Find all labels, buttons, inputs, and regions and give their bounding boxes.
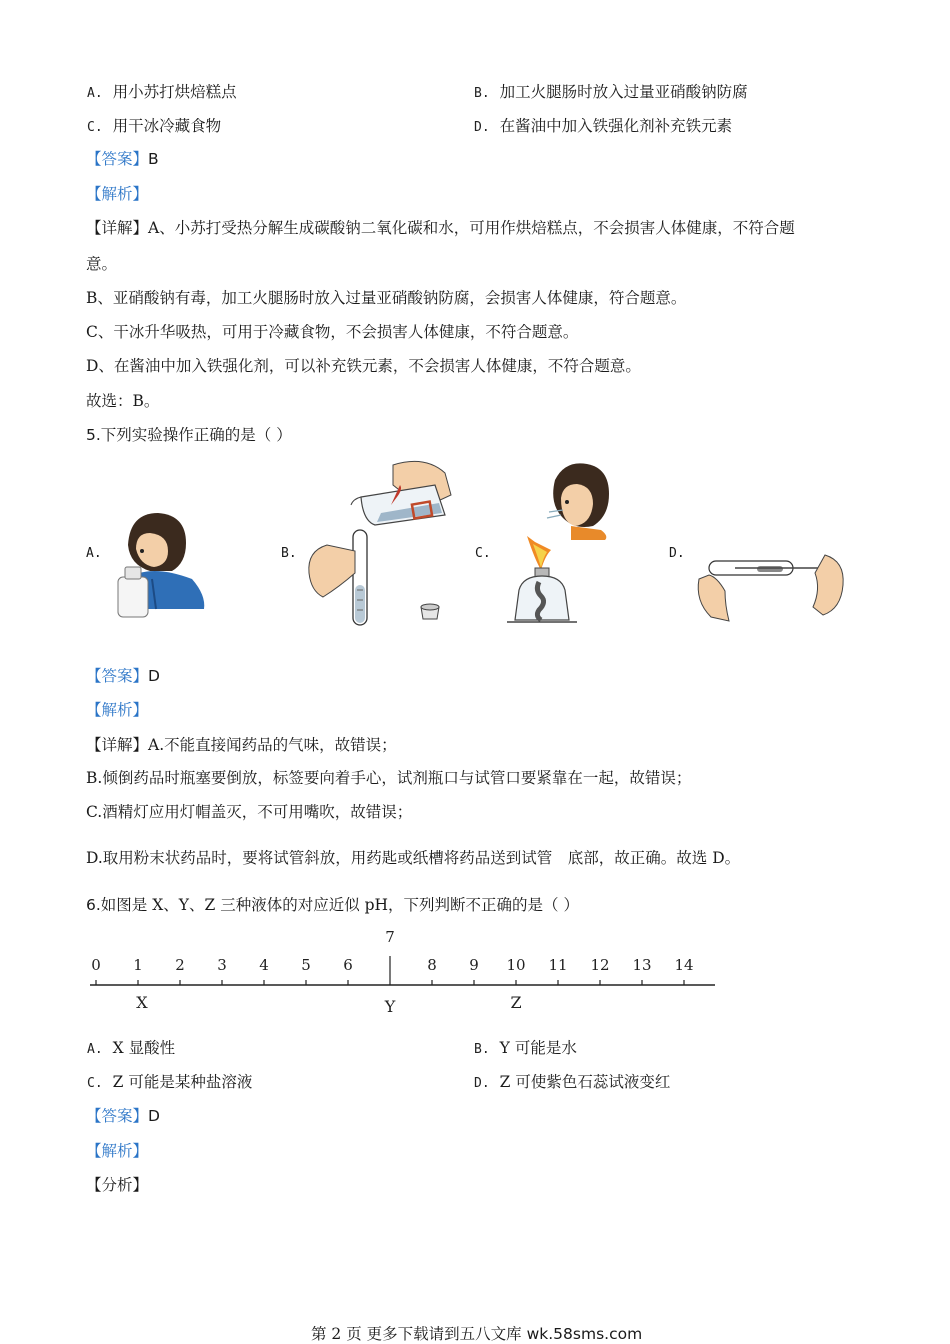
- q5-detail-line-2: B.倾倒药品时瓶塞要倒放，标签要向着手心，试剂瓶口与试管口要紧靠在一起，故错误；: [86, 769, 692, 787]
- answer-value: B: [148, 150, 159, 168]
- q6-analysis-tag: 【解析】: [86, 1142, 149, 1160]
- ph-tick-label: 12: [590, 956, 610, 974]
- ph-tick-label: 0: [91, 956, 101, 974]
- q5-image-label-b: B.: [281, 546, 297, 561]
- question-number: 6.: [86, 896, 101, 914]
- question-number: 5.: [86, 426, 101, 444]
- q5-image-label-a: A.: [86, 546, 102, 561]
- answer-value: D: [148, 1107, 160, 1125]
- option-text: X 显酸性: [112, 1039, 176, 1057]
- option-text: 用干冰冷藏食物: [112, 117, 222, 135]
- q6-option-d: [474, 1070, 670, 1092]
- ph-tick-label: 9: [469, 956, 479, 974]
- q5-analysis-tag: 【解析】: [86, 701, 149, 719]
- q6-option-c: [87, 1070, 252, 1092]
- option-key: C.: [87, 1076, 103, 1091]
- ph-tick-label: 5: [301, 956, 311, 974]
- footer-text: 第 2 页 更多下载请到五八文库: [311, 1325, 522, 1343]
- q4-detail-line-2: 意。: [86, 255, 118, 273]
- ph-tick-label: 11: [548, 956, 568, 974]
- q4-detail-line-4: C、干冰升华吸热，可用于冷藏食物，不会损害人体健康，不符合题意。: [86, 323, 579, 341]
- q4-analysis-tag: 【解析】: [86, 185, 149, 203]
- answer-value: D: [148, 667, 160, 685]
- ph-tick-label: 8: [427, 956, 437, 974]
- ph-tick-label: 7: [385, 928, 395, 946]
- option-text: 加工火腿肠时放入过量亚硝酸钠防腐: [499, 83, 748, 101]
- ph-tick-label: 10: [506, 956, 526, 974]
- q6-option-a: [87, 1036, 175, 1058]
- ph-tick-label: 14: [674, 956, 694, 974]
- detail-tag: 【详解】: [86, 736, 149, 754]
- ph-marker-y: Y: [384, 997, 396, 1016]
- option-key: B.: [474, 86, 490, 101]
- q6-fenxi-tag: 【分析】: [86, 1176, 149, 1194]
- page-footer: [311, 1322, 642, 1344]
- ph-tick-label: 2: [175, 956, 185, 974]
- ph-marker-x: X: [136, 993, 148, 1012]
- option-key: D.: [474, 120, 490, 135]
- q5-image-label-c: C.: [475, 546, 491, 561]
- detail-text: A、小苏打受热分解生成碳酸钠二氧化碳和水，可用作烘焙糕点，不会损害人体健康，不符合题: [148, 219, 795, 237]
- option-text: Y 可能是水: [499, 1039, 577, 1057]
- ph-tick-label: 4: [259, 956, 269, 974]
- footer-site-link[interactable]: wk.58sms.com: [526, 1325, 643, 1343]
- option-text: Z 可使紫色石蕊试液变红: [499, 1073, 671, 1091]
- answer-tag: 【答案】: [86, 667, 149, 685]
- q5-detail-line-4: D.取用粉末状药品时，要将试管斜放，用药匙或纸槽将药品送到试管 底部，故正确。故选 D。: [86, 849, 741, 867]
- option-key: C.: [87, 120, 103, 135]
- option-text: 用小苏打烘焙糕点: [112, 83, 237, 101]
- detail-tag: 【详解】: [86, 219, 149, 237]
- answer-tag: 【答案】: [86, 1107, 149, 1125]
- answer-tag: 【答案】: [86, 150, 149, 168]
- q6-option-b: [474, 1036, 577, 1058]
- option-key: B.: [474, 1042, 490, 1057]
- option-key: A.: [87, 86, 103, 101]
- q5-image-label-d: D.: [669, 546, 685, 561]
- option-text: 在酱油中加入铁强化剂补充铁元素: [499, 117, 733, 135]
- ph-tick-label: 3: [217, 956, 227, 974]
- ph-tick-label: 1: [133, 956, 143, 974]
- option-key: D.: [474, 1076, 490, 1091]
- q4-detail-line-5: D、在酱油中加入铁强化剂，可以补充铁元素，不会损害人体健康，不符合题意。: [86, 357, 641, 375]
- q4-detail-line-3: B、亚硝酸钠有毒，加工火腿肠时放入过量亚硝酸钠防腐，会损害人体健康，符合题意。: [86, 289, 687, 307]
- option-key: A.: [87, 1042, 103, 1057]
- ph-tick-label: 13: [632, 956, 652, 974]
- q6-answer: [86, 1104, 160, 1126]
- question-text: 下列实验操作正确的是（ ）: [100, 426, 292, 444]
- q4-detail-line-6: 故选：B。: [86, 392, 160, 410]
- ph-tick-label: 6: [343, 956, 353, 974]
- q5-detail-line-3: C.酒精灯应用灯帽盖灭，不可用嘴吹，故错误；: [86, 803, 413, 821]
- ph-marker-z: Z: [510, 993, 522, 1012]
- option-text: Z 可能是某种盐溶液: [112, 1073, 253, 1091]
- detail-text: A.不能直接闻药品的气味，故错误；: [148, 736, 397, 754]
- question-text: 如图是 X、Y、Z 三种液体的对应近似 pH，下列判断不正确的是（ ）: [100, 896, 579, 914]
